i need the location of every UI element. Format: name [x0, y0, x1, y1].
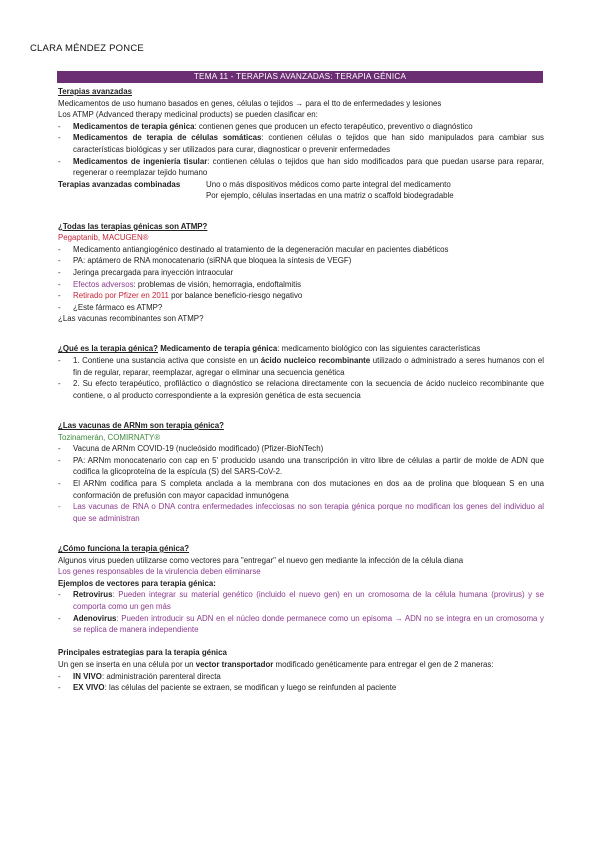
list-item: - EX VIVO: las células del paciente se extraen, se modifican y luego se reinfunden al paciente — [58, 682, 544, 694]
paragraph: Algunos virus pueden utilizarse como vectores para "entregar" el nuevo gen mediante la infección de la célula diana — [58, 555, 464, 565]
combined-therapies-row — [58, 190, 544, 202]
author-name: CLARA MÉNDEZ PONCE — [30, 43, 144, 54]
paragraph: Los ATMP (Advanced therapy medicinal products) se pueden clasificar en: — [58, 110, 318, 120]
list-item: - El ARNm codifica para S completa anclada a la membrana con dos mutaciones en dos aa de prolina que bloquean S en una conformación de prefusión con mayor capacidad inmunógena — [58, 478, 544, 501]
list-item: - Medicamento antiangiogénico destinado al tratamiento de la degeneración macular en pacientes diabéticos — [58, 244, 544, 256]
list-item: - PA: aptámero de RNA monocatenario (siRNA que bloquea la síntesis de VEGF) — [58, 255, 544, 267]
list-item: - PA: ARNm monocatenario con cap en 5' producido usando una transcripción in vitro libre de células a partir de molde de ADN que codifica la glicoproteína de la espícula (S) del SARS-CoV-2. — [58, 455, 544, 478]
paragraph: ¿Las vacunas recombinantes son ATMP? — [58, 314, 204, 324]
combined-line: Por ejemplo, células insertadas en una matriz o scaffold biodegradable — [206, 191, 454, 201]
drug-name: Tozinamerán, COMIRNATY® — [58, 432, 161, 442]
section-heading: ¿Cómo funciona la terapia génica? — [58, 543, 190, 553]
topic-banner: TEMA 11 - TERAPIAS AVANZADAS: TERAPIA GÉNICA — [57, 71, 543, 83]
combined-line: Uno o más dispositivos médicos como parte integral del medicamento — [206, 179, 451, 189]
combined-therapies-row — [58, 179, 544, 191]
list-item: - Adenovirus: Pueden introducir su ADN en el núcleo donde permanece como un episoma → ADN no se integra en un cromosoma y se replica de manera independiente — [58, 613, 544, 636]
list-item: - ¿Este fármaco es ATMP? — [58, 302, 544, 314]
section-heading: Terapias avanzadas — [58, 87, 132, 96]
paragraph: Los genes responsables de la virulencia deben eliminarse — [58, 567, 261, 577]
list-item: - Jeringa precargada para inyección intraocular — [58, 267, 544, 279]
list-item: - Medicamentos de terapia de células somáticas: contienen células o tejidos que han sido manipulados para cambiar sus características biológicas y ser utilizados para curar, diagnosticar o prevenir enfermedades — [58, 132, 544, 155]
document-body — [58, 86, 544, 694]
list-item: - 1. Contiene una sustancia activa que consiste en un ácido nucleico recombinante utilizado o administrado a seres humanos con el fin de regular, reparar, reemplazar, agregar o eliminar una secuencia genética — [58, 355, 544, 378]
section-heading: ¿Las vacunas de ARNm son terapia génica? — [58, 421, 224, 431]
paragraph: Un gen se inserta en una célula por un vector transportador modificado genéticamente para entregar el gen de 2 maneras: — [58, 659, 494, 669]
list-item: - Retrovirus: Pueden integrar su material genético (incluido el nuevo gen) en un cromosoma de la célula humana (provirus) y se comporta como un gen más — [58, 589, 544, 612]
list-item: - IN VIVO: administración parenteral directa — [58, 671, 544, 683]
drug-name: Pegaptanib, MACUGEN® — [58, 233, 149, 243]
list-item: - Retirado por Pfizer en 2011 por balance beneficio-riesgo negativo — [58, 290, 544, 302]
list-item: - Medicamentos de ingeniería tisular: contienen células o tejidos que han sido modificados para que puedan usarse para reparar, regenerar o reemplazar tejido humano — [58, 156, 544, 179]
section-heading: ¿Qué es la terapia génica? Medicamento de terapia génica: medicamento biológico con las siguientes características — [58, 344, 481, 354]
section-heading: Principales estrategias para la terapia génica — [58, 648, 227, 658]
list-item: - Medicamentos de terapia génica: contienen genes que producen un efecto terapéutico, preventivo o diagnóstico — [58, 121, 544, 133]
list-item: - Las vacunas de RNA o DNA contra enfermedades infecciosas no son terapia génica porque no modifican los genes del individuo al que se administran — [58, 501, 544, 524]
section-heading: ¿Todas las terapias génicas son ATMP? — [58, 221, 208, 231]
list-item: - 2. Su efecto terapéutico, profiláctico o diagnóstico se relaciona directamente con la secuencia de ácido nucleico recombinante que contiene, o al producto correspondiente a la expresión genética de esta secuencia — [58, 378, 544, 401]
list-item: - Vacuna de ARNm COVID-19 (nucleósido modificado) (Pfizer-BioNTech) — [58, 443, 544, 455]
list-item: - Efectos adversos: problemas de visión, hemorragia, endoftalmitis — [58, 279, 544, 291]
paragraph: Medicamentos de uso humano basados en genes, células o tejidos → para el tto de enfermedades y lesiones — [58, 98, 442, 108]
combined-label: Terapias avanzadas combinadas — [58, 179, 181, 189]
subheading: Ejemplos de vectores para terapia génica: — [58, 578, 216, 588]
